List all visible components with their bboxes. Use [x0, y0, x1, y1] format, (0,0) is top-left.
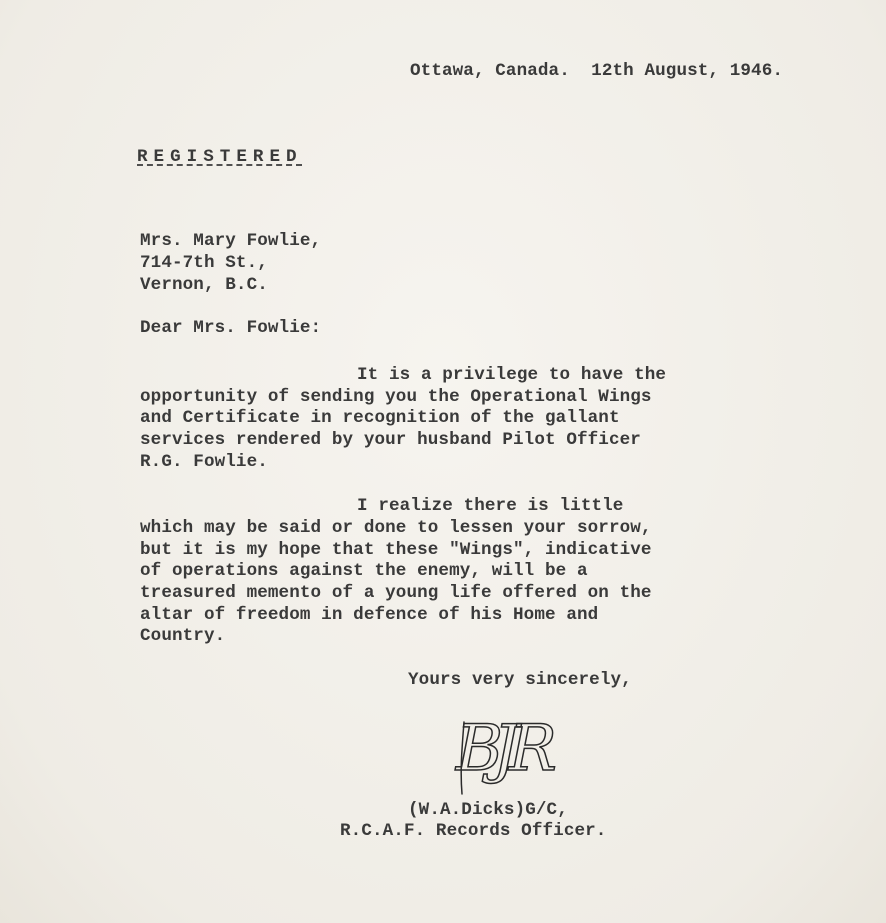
- dateline: Ottawa, Canada. 12th August, 1946.: [410, 61, 784, 81]
- paragraph2-line: but it is my hope that these "Wings", indicative: [140, 540, 652, 560]
- paragraph1-line: It is a privilege to have the: [357, 365, 667, 385]
- paragraph2-line: which may be said or done to lessen your sorrow,: [140, 518, 652, 538]
- address-line-city: Vernon, B.C.: [140, 275, 268, 295]
- paragraph2-line: of operations against the enemy, will be a: [140, 561, 588, 581]
- paragraph2-line: altar of freedom in defence of his Home and: [140, 605, 599, 625]
- paragraph2-line: I realize there is little: [357, 496, 624, 516]
- registered-heading: REGISTERED: [137, 147, 303, 167]
- paragraph1-line: and Certificate in recognition of the gallant: [140, 408, 620, 428]
- paragraph1-line: R.G. Fowlie.: [140, 452, 268, 472]
- signer-title: R.C.A.F. Records Officer.: [340, 821, 607, 841]
- paragraph1-line: opportunity of sending you the Operational Wings: [140, 387, 652, 407]
- signature-initials: BJR: [456, 712, 547, 786]
- handwritten-signature: [450, 698, 590, 798]
- closing: Yours very sincerely,: [408, 670, 632, 690]
- signer-name: (W.A.Dicks)G/C,: [408, 800, 568, 820]
- paragraph2-line: Country.: [140, 626, 226, 646]
- address-line-street: 714-7th St.,: [140, 253, 268, 273]
- salutation: Dear Mrs. Fowlie:: [140, 318, 322, 338]
- paragraph2-line: treasured memento of a young life offered on the: [140, 583, 652, 603]
- address-line-name: Mrs. Mary Fowlie,: [140, 231, 322, 251]
- paragraph1-line: services rendered by your husband Pilot Officer: [140, 430, 641, 450]
